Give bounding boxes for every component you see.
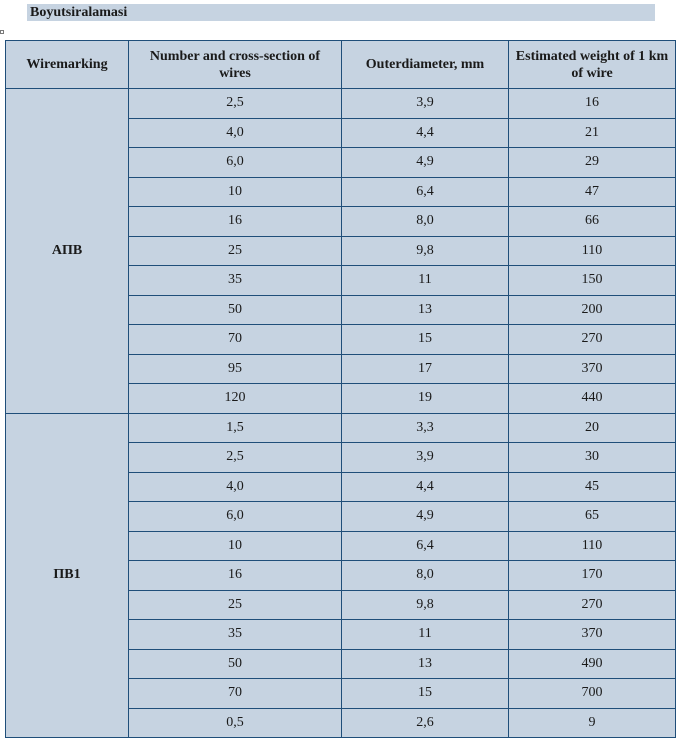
cross-section-cell: 1,5 — [129, 413, 342, 443]
cross-section-cell: 70 — [129, 679, 342, 709]
table-row — [6, 89, 676, 119]
cross-section-cell: 6,0 — [129, 502, 342, 532]
weight-cell: 20 — [509, 413, 676, 443]
outer-diameter-cell: 9,8 — [342, 236, 509, 266]
table-anchor-icon — [0, 30, 4, 34]
outer-diameter-cell: 4,9 — [342, 502, 509, 532]
cross-section-cell: 25 — [129, 590, 342, 620]
weight-cell: 65 — [509, 502, 676, 532]
outer-diameter-cell: 9,8 — [342, 590, 509, 620]
weight-cell: 29 — [509, 148, 676, 178]
outer-diameter-cell: 2,6 — [342, 708, 509, 738]
outer-diameter-cell: 13 — [342, 649, 509, 679]
wire-marking-cell: AПВ — [6, 89, 129, 414]
weight-cell: 9 — [509, 708, 676, 738]
outer-diameter-cell: 13 — [342, 295, 509, 325]
header-outer-diameter: Outerdiameter, mm — [342, 41, 509, 89]
header-estimated-weight: Estimated weight of 1 km of wire — [509, 41, 676, 89]
weight-cell: 170 — [509, 561, 676, 591]
outer-diameter-cell: 15 — [342, 679, 509, 709]
wire-size-table — [5, 40, 676, 738]
table-body — [6, 89, 676, 738]
weight-cell: 490 — [509, 649, 676, 679]
outer-diameter-cell: 15 — [342, 325, 509, 355]
cross-section-cell: 2,5 — [129, 89, 342, 119]
outer-diameter-cell: 3,9 — [342, 443, 509, 473]
page-title: Boyutsiralamasi — [27, 4, 655, 21]
cross-section-cell: 4,0 — [129, 118, 342, 148]
cross-section-cell: 95 — [129, 354, 342, 384]
outer-diameter-cell: 4,9 — [342, 148, 509, 178]
weight-cell: 370 — [509, 354, 676, 384]
cross-section-cell: 35 — [129, 266, 342, 296]
cross-section-cell: 16 — [129, 207, 342, 237]
cross-section-cell: 120 — [129, 384, 342, 414]
weight-cell: 110 — [509, 531, 676, 561]
cross-section-cell: 25 — [129, 236, 342, 266]
cross-section-cell: 0,5 — [129, 708, 342, 738]
outer-diameter-cell: 3,9 — [342, 89, 509, 119]
outer-diameter-cell: 4,4 — [342, 118, 509, 148]
cross-section-cell: 16 — [129, 561, 342, 591]
cross-section-cell: 4,0 — [129, 472, 342, 502]
header-cross-section: Number and cross-section of wires — [129, 41, 342, 89]
weight-cell: 45 — [509, 472, 676, 502]
outer-diameter-cell: 11 — [342, 620, 509, 650]
outer-diameter-cell: 8,0 — [342, 561, 509, 591]
outer-diameter-cell: 6,4 — [342, 177, 509, 207]
weight-cell: 370 — [509, 620, 676, 650]
weight-cell: 440 — [509, 384, 676, 414]
weight-cell: 200 — [509, 295, 676, 325]
table-header-row — [6, 41, 676, 89]
weight-cell: 270 — [509, 325, 676, 355]
wire-marking-cell: ПВ1 — [6, 413, 129, 738]
weight-cell: 150 — [509, 266, 676, 296]
cross-section-cell: 50 — [129, 295, 342, 325]
cross-section-cell: 35 — [129, 620, 342, 650]
outer-diameter-cell: 6,4 — [342, 531, 509, 561]
cross-section-cell: 6,0 — [129, 148, 342, 178]
outer-diameter-cell: 11 — [342, 266, 509, 296]
weight-cell: 16 — [509, 89, 676, 119]
outer-diameter-cell: 4,4 — [342, 472, 509, 502]
outer-diameter-cell: 19 — [342, 384, 509, 414]
weight-cell: 110 — [509, 236, 676, 266]
weight-cell: 21 — [509, 118, 676, 148]
cross-section-cell: 10 — [129, 531, 342, 561]
weight-cell: 47 — [509, 177, 676, 207]
weight-cell: 66 — [509, 207, 676, 237]
weight-cell: 30 — [509, 443, 676, 473]
cross-section-cell: 70 — [129, 325, 342, 355]
table-row — [6, 413, 676, 443]
outer-diameter-cell: 17 — [342, 354, 509, 384]
cross-section-cell: 2,5 — [129, 443, 342, 473]
outer-diameter-cell: 8,0 — [342, 207, 509, 237]
cross-section-cell: 10 — [129, 177, 342, 207]
header-wiremarking: Wiremarking — [6, 41, 129, 89]
outer-diameter-cell: 3,3 — [342, 413, 509, 443]
weight-cell: 270 — [509, 590, 676, 620]
cross-section-cell: 50 — [129, 649, 342, 679]
weight-cell: 700 — [509, 679, 676, 709]
